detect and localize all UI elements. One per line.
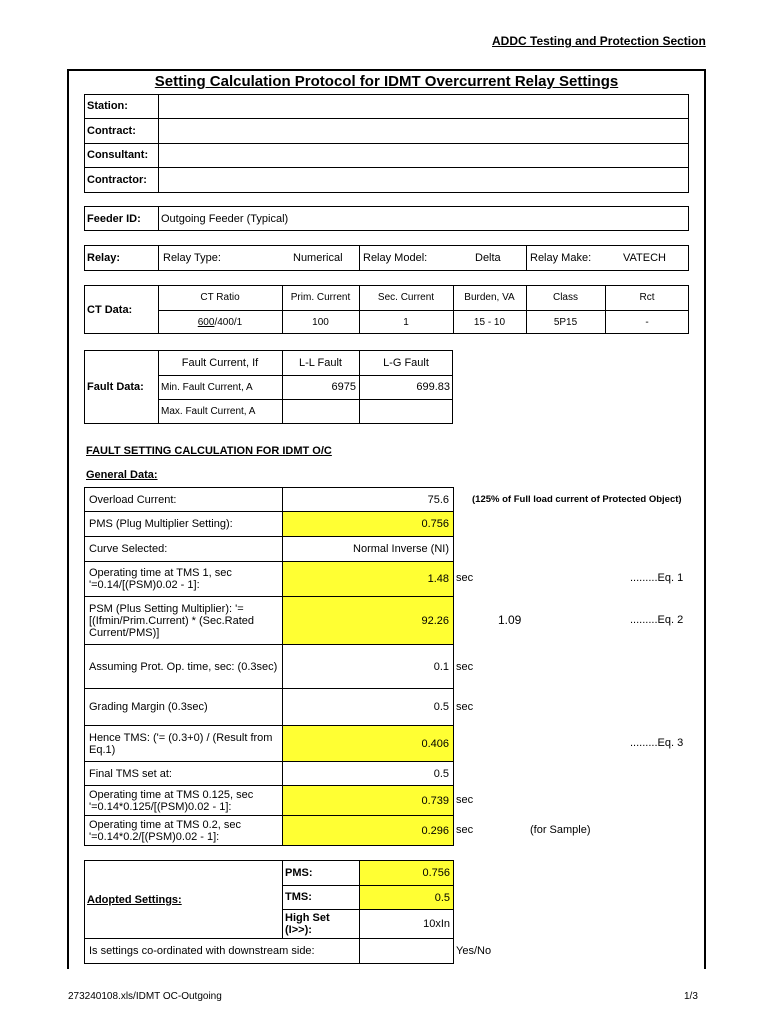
contractor-value[interactable] xyxy=(158,167,689,193)
psm-label: PSM (Plus Setting Multiplier): '=[(Ifmin/Prim.Current) * (Sec.Rated Current/PMS)] xyxy=(84,596,283,645)
ct-header-ratio: CT Ratio xyxy=(200,292,240,303)
contract-value[interactable] xyxy=(158,118,689,143)
ct-burden-value[interactable]: 15 - 10 xyxy=(473,316,506,328)
psm-value[interactable]: 92.26 xyxy=(282,596,454,645)
hence-tms-label: Hence TMS: ('= (0.3+0) / (Result from Eq.1) xyxy=(84,725,283,762)
ct-header-prim: Prim. Current xyxy=(290,292,351,303)
coord-label: Is settings co-ordinated with downstream side: xyxy=(84,938,360,964)
ct-class-value[interactable]: 5P15 xyxy=(553,316,578,328)
final-tms-label: Final TMS set at: xyxy=(84,761,283,786)
ct-ratio-rest: /400/1 xyxy=(214,316,243,328)
contract-label: Contract: xyxy=(87,124,136,137)
ct-header-class: Class xyxy=(552,292,578,303)
hence-tms-value[interactable]: 0.406 xyxy=(282,725,454,762)
eq1-label: .........Eq. 1 xyxy=(630,572,684,584)
consultant-value[interactable] xyxy=(158,143,689,167)
ct-prim-value[interactable]: 100 xyxy=(312,316,329,328)
eq3-label: .........Eq. 3 xyxy=(630,737,684,749)
ct-label: CT Data: xyxy=(87,303,133,316)
page-title: Setting Calculation Protocol for IDMT Overcurrent Relay Settings xyxy=(154,73,619,90)
relay-model-label: Relay Model: xyxy=(363,252,428,264)
eq2-label: .........Eq. 2 xyxy=(630,614,684,626)
fault-min-ll[interactable]: 6975 xyxy=(331,381,356,393)
op-time-tms02-unit: sec xyxy=(456,824,474,836)
relay-make-value[interactable]: VATECH xyxy=(623,252,666,264)
fault-lg-header: L-G Fault xyxy=(383,356,429,369)
footer-page: 1/3 xyxy=(684,991,698,1002)
op-time-tms1-unit: sec xyxy=(456,572,474,584)
consultant-label: Consultant: xyxy=(87,149,149,161)
pms-value[interactable]: 0.756 xyxy=(282,511,454,537)
station-label: Station: xyxy=(87,100,128,112)
pms-label: PMS (Plug Multiplier Setting): xyxy=(84,511,283,537)
overload-label: Overload Current: xyxy=(84,487,283,512)
op-time-tms02-value[interactable]: 0.296 xyxy=(282,815,454,846)
contractor-label: Contractor: xyxy=(87,174,147,186)
fault-min-lg[interactable]: 699.83 xyxy=(416,381,450,393)
adopted-label: Adopted Settings: xyxy=(87,894,182,906)
calc-heading: FAULT SETTING CALCULATION FOR IDMT O/C xyxy=(86,445,332,457)
section-header: ADDC Testing and Protection Section xyxy=(492,34,706,48)
fault-min-label: Min. Fault Current, A xyxy=(161,381,253,393)
relay-make-label: Relay Make: xyxy=(530,252,592,264)
ct-sec-value[interactable]: 1 xyxy=(403,316,409,328)
prot-time-value[interactable]: 0.1 xyxy=(282,644,454,689)
op-time-tms0125-label: Operating time at TMS 0.125, sec '=0.14*0.125/[(PSM)0.02 - 1]: xyxy=(84,785,283,816)
fault-max-lg[interactable] xyxy=(359,399,453,424)
ct-header-rct: Rct xyxy=(639,292,655,303)
ct-ratio-selected: 600 xyxy=(197,316,215,328)
ct-header-burden: Burden, VA xyxy=(464,292,515,303)
fault-label: Fault Data: xyxy=(87,381,144,393)
relay-model-value[interactable]: Delta xyxy=(475,252,501,264)
overload-note-bold: % xyxy=(491,494,500,505)
footer-filename: 273240108.xls/IDMT OC-Outgoing xyxy=(68,991,222,1002)
overload-note xyxy=(472,494,682,505)
adopted-pms-label: PMS: xyxy=(285,866,313,879)
fault-max-ll[interactable] xyxy=(282,399,359,424)
ct-rct-value[interactable]: - xyxy=(645,316,649,328)
sample-note: (for Sample) xyxy=(530,824,591,836)
overload-note-post: of Full load current of Protected Object) xyxy=(499,494,682,505)
adopted-tms-value[interactable]: 0.5 xyxy=(360,886,453,909)
coord-value[interactable] xyxy=(359,938,454,964)
grading-unit: sec xyxy=(456,701,474,713)
op-time-tms02-label: Operating time at TMS 0.2, sec '=0.14*0.2/[(PSM)0.02 - 1]: xyxy=(84,815,283,846)
op-time-tms1-label: Operating time at TMS 1, sec '=0.14/[(PSM)0.02 - 1]: xyxy=(84,561,283,597)
grading-label: Grading Margin (0.3sec) xyxy=(84,688,283,726)
feeder-label: Feeder ID: xyxy=(87,212,141,225)
station-value[interactable] xyxy=(158,94,689,118)
op-time-tms1-value[interactable]: 1.48 xyxy=(282,561,454,597)
relay-type-label: Relay Type: xyxy=(163,252,221,264)
prot-time-unit: sec xyxy=(456,661,474,673)
curve-value[interactable]: Normal Inverse (NI) xyxy=(282,536,454,562)
adopted-highset-value[interactable]: 10xIn xyxy=(423,918,450,930)
general-data-heading: General Data: xyxy=(86,469,158,481)
ct-ratio-value[interactable] xyxy=(158,310,282,334)
adopted-highset-label: High Set (I>>): xyxy=(285,912,330,936)
fault-ll-header: L-L Fault xyxy=(298,356,342,369)
psm-extra-value: 1.09 xyxy=(498,613,522,627)
ct-header-sec: Sec. Current xyxy=(377,292,435,303)
curve-label: Curve Selected: xyxy=(84,536,283,562)
relay-type-value[interactable]: Numerical xyxy=(293,252,343,264)
fault-col-header: Fault Current, If xyxy=(181,356,259,369)
overload-value[interactable]: 75.6 xyxy=(282,487,454,512)
op-time-tms0125-unit: sec xyxy=(456,794,474,806)
relay-label: Relay: xyxy=(87,252,121,264)
adopted-tms-label: TMS: xyxy=(285,891,312,903)
grading-value[interactable]: 0.5 xyxy=(282,688,454,726)
final-tms-value[interactable]: 0.5 xyxy=(282,761,454,786)
coord-answer: Yes/No xyxy=(456,945,492,957)
fault-max-label: Max. Fault Current, A xyxy=(161,406,256,417)
op-time-tms0125-value[interactable]: 0.739 xyxy=(282,785,454,816)
overload-note-pre: (125 xyxy=(472,494,492,505)
prot-time-label: Assuming Prot. Op. time, sec: (0.3sec) xyxy=(84,644,283,689)
feeder-value[interactable]: Outgoing Feeder (Typical) xyxy=(161,212,289,225)
adopted-pms-value[interactable]: 0.756 xyxy=(360,861,453,885)
